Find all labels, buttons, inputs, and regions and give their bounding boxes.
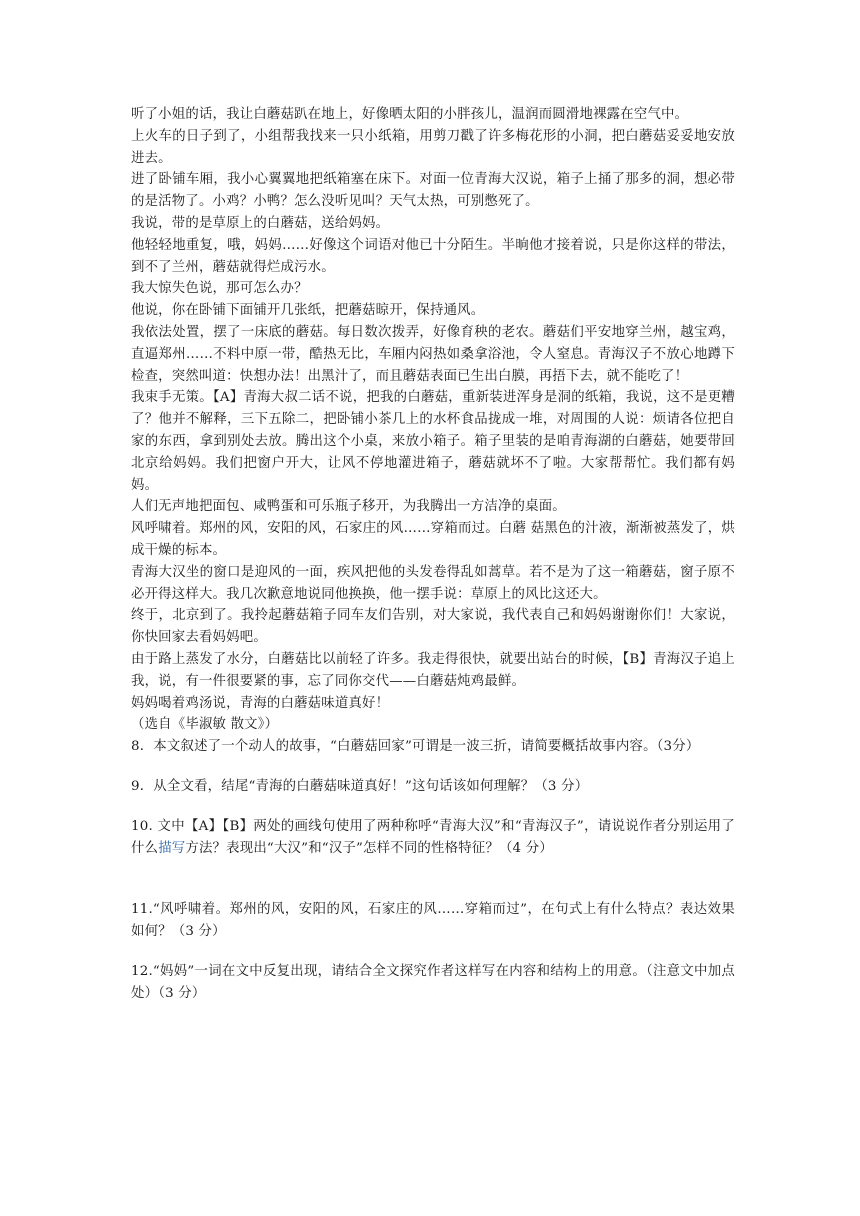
story-paragraph: 由于路上蒸发了水分，白蘑菇比以前轻了许多。我走得很快，就要出站台的时候，【B】青海汉子追上我，说，有一件很要紧的事，忘了同你交代——白蘑菇炖鸡最鲜。 <box>131 651 735 689</box>
story-paragraph: 进了卧铺车厢，我小心翼翼地把纸箱塞在床下。对面一位青海大汉说，箱子上捅了那多的洞，想必带的是活物了。小鸡？小鸭？怎么没听见叫？天气太热，可别憋死了。 <box>131 172 735 210</box>
describe-link[interactable]: 描写 <box>158 840 186 856</box>
answer-space <box>131 798 735 816</box>
question-9: 9．从全文看，结尾“青海的白蘑菇味道真好！”这句话该如何理解？（3 分） <box>131 778 589 794</box>
question-12: 12.“妈妈”一词在文中反复出现，请结合全文探究作者这样写在内容和结构上的用意。（注意文中加点处）（3 分） <box>131 963 735 1001</box>
source-citation: （选自《毕淑敏 散文》） <box>131 717 279 733</box>
answer-space <box>131 758 735 776</box>
story-paragraph: 他说，你在卧铺下面铺开几张纸，把蘑菇晾开，保持通风。 <box>131 303 485 319</box>
story-paragraph: 听了小姐的话，我让白蘑菇趴在地上，好像晒太阳的小胖孩儿，温润而圆滑地裸露在空气中。 <box>131 107 689 122</box>
story-paragraph: 人们无声地把面包、咸鸭蛋和可乐瓶子移开，为我腾出一方洁净的桌面。 <box>131 499 566 515</box>
answer-space <box>131 943 735 961</box>
story-paragraph: 我束手无策。【A】青海大叔二话不说，把我的白蘑菇，重新装进浑身是洞的纸箱，我说，这不是更糟了？他并不解释，三下五除二，把卧铺小茶几上的水杯食品拢成一堆，对周围的人说：烦请各位把自家的东西，拿到别处去放。腾出这个小桌，来放小箱子。箱子里装的是咱青海湖的白蘑菇，她要带回北京给妈妈。我们把窗户开大，让风不停地灌进箱子，蘑菇就坏不了啦。大家帮帮忙。我们都有妈妈。 <box>131 390 735 493</box>
story-paragraph: 他轻轻地重复，哦，妈妈……好像这个词语对他已十分陌生。半晌他才接着说，只是你这样的带法，到不了兰州，蘑菇就得烂成污水。 <box>131 237 735 275</box>
question-10-text-end: 方法？表现出“大汉”和“汉子”怎样不同的性格特征？（4 分） <box>185 840 553 856</box>
story-paragraph: 我依法处置，摆了一床底的蘑菇。每日数次拨弄，好像育秧的老农。蘑菇们平安地穿兰州，越宝鸡，直逼郑州……不料中原一带，酷热无比，车厢内闷热如桑拿浴池，令人窒息。青海汉子不放心地蹲下检查，突然叫道：快想办法！出黑汁了，而且蘑菇表面已生出白膜，再捂下去，就不能吃了！ <box>131 324 735 384</box>
question-8: 8．本文叙述了一个动人的故事，“白蘑菇回家”可谓是一波三折，请简要概括故事内容。（3分） <box>131 739 700 755</box>
story-paragraph: 终于，北京到了。我拎起蘑菇箱子同车友们告别，对大家说，我代表自己和妈妈谢谢你们！大家说，你快回家去看妈妈吧。 <box>131 608 735 646</box>
story-paragraph: 我大惊失色说，那可怎么办？ <box>131 281 308 297</box>
story-paragraph: 青海大汉坐的窗口是迎风的一面，疾风把他的头发卷得乱如蒿草。若不是为了这一箱蘑菇，窗子原不必开得这样大。我几次歉意地说同他换换，他一摆手说：草原上的风比这还大。 <box>131 564 735 602</box>
answer-space <box>131 859 735 899</box>
story-paragraph: 上火车的日子到了，小组帮我找来一只小纸箱，用剪刀戳了许多梅花形的小洞，把白蘑菇妥妥地安放进去。 <box>131 128 735 166</box>
story-paragraph: 我说，带的是草原上的白蘑菇，送给妈妈。 <box>131 215 390 231</box>
story-paragraph: 风呼啸着。郑州的风，安阳的风，石家庄的风……穿箱而过。白蘑 菇黑色的汁液，渐渐被蒸发了，烘成干燥的标本。 <box>131 521 735 558</box>
question-10 <box>131 816 735 860</box>
question-10-text-start: 10. 文中【A】【B】两处的画线句使用了两种称呼“青海大汉”和“青海汉子”，请说说作者分别运用了什么 <box>131 818 735 856</box>
question-11: 11.“风呼啸着。郑州的风，安阳的风，石家庄的风……穿箱而过”，在句式上有什么特点？表达效果如何？（3 分） <box>131 902 735 940</box>
document-page <box>131 104 735 1004</box>
story-paragraph: 妈妈喝着鸡汤说，青海的白蘑菇味道真好！ <box>131 695 390 711</box>
